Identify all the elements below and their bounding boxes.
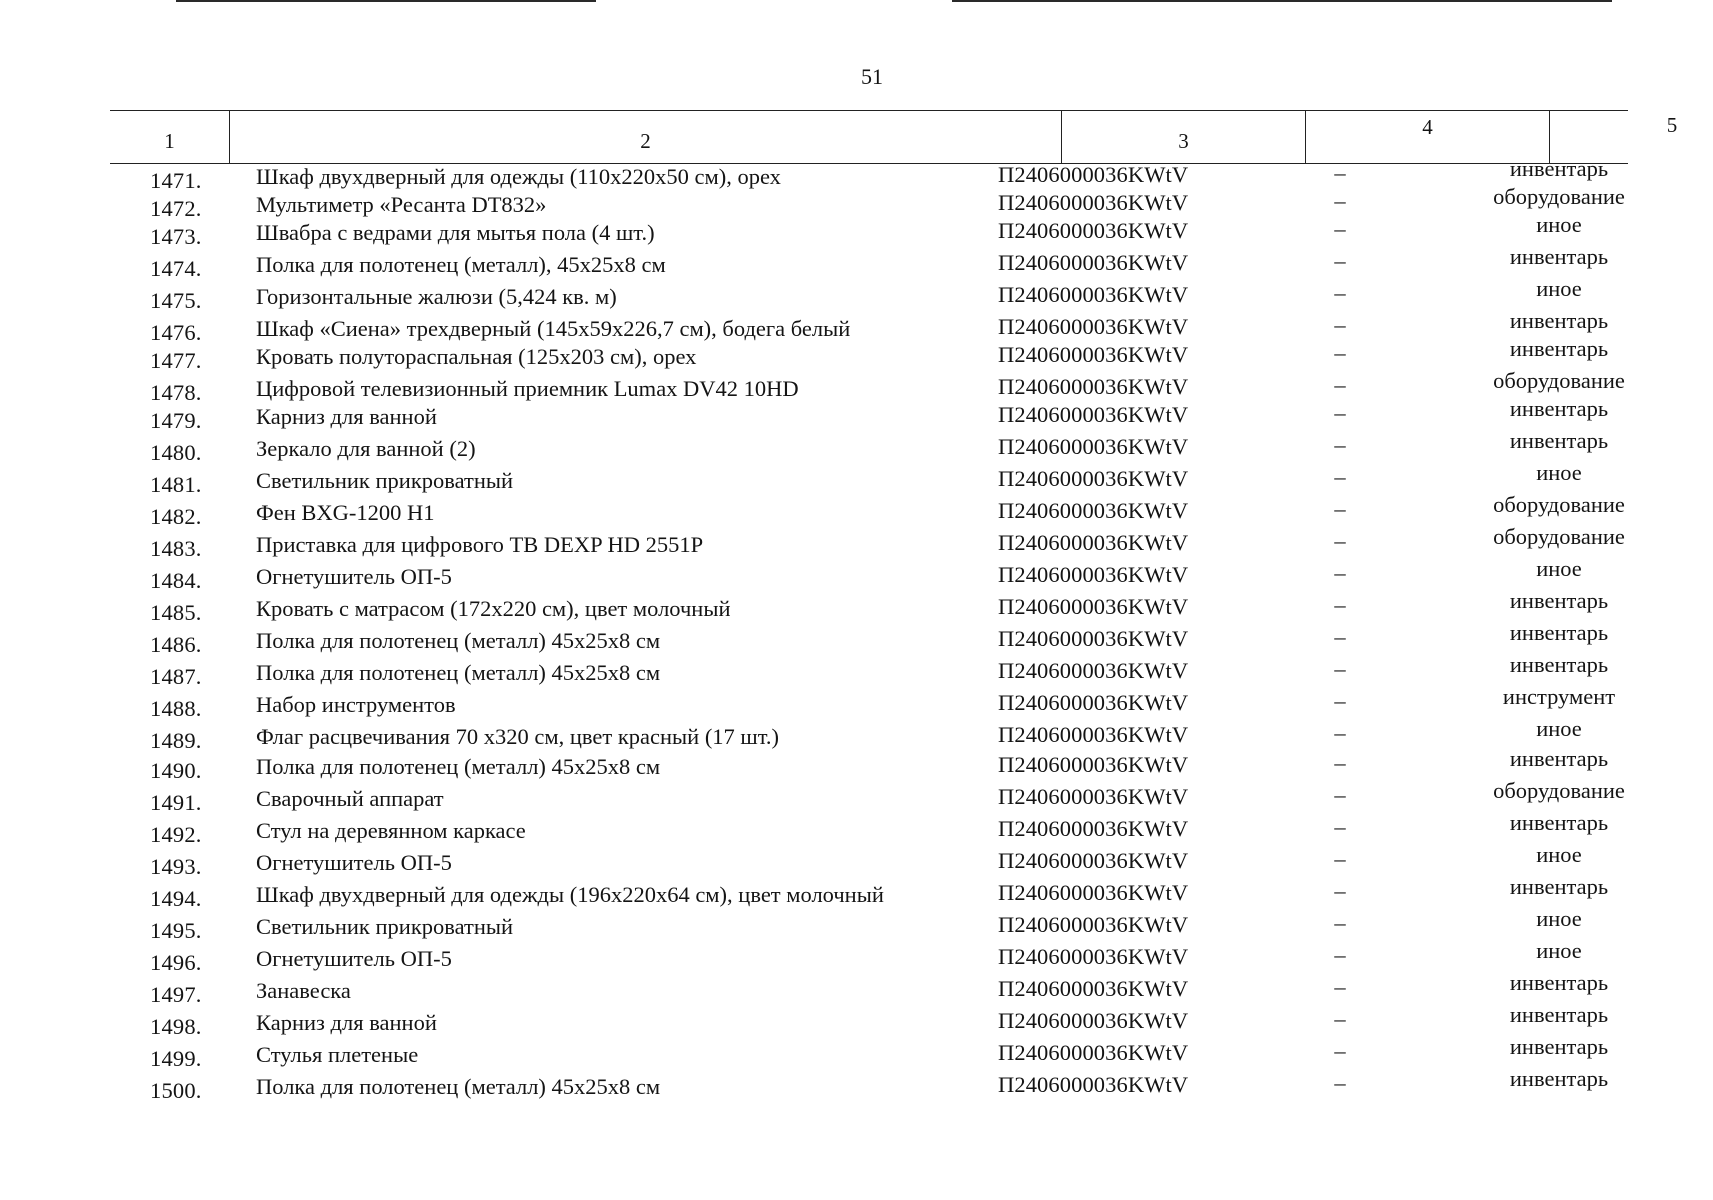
col4-value: – — [1334, 656, 1346, 681]
inventory-code: П2406000036KWtV — [998, 848, 1189, 873]
page-number: 51 — [861, 64, 883, 89]
inventory-code: П2406000036KWtV — [998, 752, 1189, 777]
row-number: 1485. — [150, 600, 202, 625]
item-category: оборудование — [1493, 524, 1625, 549]
header-col-5-label: 5 — [1666, 113, 1678, 137]
col4-value: – — [1334, 340, 1346, 365]
row-number: 1472. — [150, 196, 202, 221]
table-row — [0, 556, 1713, 593]
row-number: 1492. — [150, 822, 202, 847]
table-row — [0, 1066, 1713, 1103]
table-row — [0, 428, 1713, 465]
item-name: Сварочный аппарат — [256, 786, 444, 811]
header-col-4-label: 4 — [1422, 115, 1433, 139]
row-number: 1490. — [150, 758, 202, 783]
inventory-code: П2406000036KWtV — [998, 314, 1189, 339]
col4-value: – — [1334, 782, 1346, 807]
item-category: инвентарь — [1509, 1002, 1609, 1027]
row-number: 1473. — [150, 224, 202, 249]
col4-value: – — [1334, 560, 1346, 585]
row-number: 1477. — [150, 348, 202, 373]
inventory-code: П2406000036KWtV — [998, 1072, 1189, 1097]
inventory-code: П2406000036KWtV — [998, 944, 1189, 969]
item-name: Огнетушитель ОП-5 — [256, 850, 452, 875]
col4-value: – — [1334, 592, 1346, 617]
item-category: инвентарь — [1509, 428, 1609, 453]
row-number: 1497. — [150, 982, 202, 1007]
item-name: Швабра с ведрами для мытья пола (4 шт.) — [256, 220, 655, 245]
item-name: Светильник прикроватный — [256, 468, 514, 493]
item-name: Карниз для ванной — [256, 404, 437, 429]
row-number: 1491. — [150, 790, 202, 815]
item-name: Полка для полотенец (металл) 45х25х8 см — [256, 754, 661, 779]
col4-value: – — [1334, 312, 1346, 337]
row-number: 1481. — [150, 472, 202, 497]
table-row — [0, 524, 1713, 561]
item-category: инвентарь — [1509, 652, 1609, 677]
item-category: инвентарь — [1509, 874, 1609, 899]
item-name: Полка для полотенец (металл) 45х25х8 см — [256, 1074, 661, 1099]
item-category: инвентарь — [1509, 1066, 1609, 1091]
header-col-1-label: 1 — [164, 129, 175, 153]
table-row — [0, 588, 1713, 625]
item-name: Зеркало для ванной (2) — [256, 436, 476, 461]
table-row — [0, 778, 1713, 815]
item-category: иное — [1536, 842, 1582, 867]
col4-value: – — [1334, 280, 1346, 305]
inventory-code: П2406000036KWtV — [998, 190, 1189, 215]
col4-value: – — [1334, 750, 1346, 775]
item-name: Стул на деревянном каркасе — [256, 818, 526, 843]
table-row — [0, 460, 1713, 497]
item-name: Приставка для цифрового ТВ DEXP HD 2551P — [256, 532, 704, 557]
inventory-code: П2406000036KWtV — [998, 784, 1189, 809]
inventory-code: П2406000036KWtV — [998, 434, 1189, 459]
inventory-code: П2406000036KWtV — [998, 690, 1189, 715]
item-category: оборудование — [1493, 778, 1625, 803]
row-number: 1499. — [150, 1046, 202, 1071]
item-category: инвентарь — [1509, 588, 1609, 613]
row-number: 1495. — [150, 918, 202, 943]
item-category: иное — [1536, 460, 1582, 485]
table-row — [0, 652, 1713, 689]
header-col-2-label: 2 — [640, 129, 651, 153]
scan-edge-left — [176, 0, 596, 2]
table-row — [0, 184, 1713, 221]
row-number: 1498. — [150, 1014, 202, 1039]
item-category: инвентарь — [1509, 746, 1609, 771]
scan-edge-right — [952, 0, 1612, 2]
item-category: иное — [1536, 212, 1582, 237]
col4-value: – — [1334, 942, 1346, 967]
inventory-code: П2406000036KWtV — [998, 658, 1189, 683]
inventory-code: П2406000036KWtV — [998, 1008, 1189, 1033]
col4-value: – — [1334, 464, 1346, 489]
inventory-code: П2406000036KWtV — [998, 342, 1189, 367]
row-number: 1471. — [150, 168, 202, 193]
table-row — [0, 276, 1713, 313]
row-number: 1493. — [150, 854, 202, 879]
table-row — [0, 336, 1713, 373]
item-category: иное — [1536, 556, 1582, 581]
item-name: Огнетушитель ОП-5 — [256, 946, 452, 971]
inventory-code: П2406000036KWtV — [998, 282, 1189, 307]
row-number: 1494. — [150, 886, 202, 911]
row-number: 1496. — [150, 950, 202, 975]
item-category: иное — [1536, 716, 1582, 741]
inventory-code: П2406000036KWtV — [998, 530, 1189, 555]
item-name: Кровать с матрасом (172х220 см), цвет молочный — [256, 596, 731, 621]
col4-value: – — [1334, 160, 1346, 185]
header-col-2 — [230, 111, 1062, 163]
row-number: 1483. — [150, 536, 202, 561]
table-row — [0, 842, 1713, 879]
table-row — [0, 368, 1713, 405]
item-category: оборудование — [1493, 492, 1625, 517]
col4-value: – — [1334, 1038, 1346, 1063]
col4-value: – — [1334, 910, 1346, 935]
item-name: Карниз для ванной — [256, 1010, 437, 1035]
item-category: инвентарь — [1509, 336, 1609, 361]
row-number: 1486. — [150, 632, 202, 657]
item-name: Мультиметр «Ресанта DT832» — [256, 192, 547, 217]
table-row — [0, 810, 1713, 847]
table-header — [110, 110, 1678, 164]
row-number: 1489. — [150, 728, 202, 753]
row-number: 1475. — [150, 288, 202, 313]
inventory-code: П2406000036KWtV — [998, 912, 1189, 937]
item-name: Шкаф двухдверный для одежды (110х220х50 см), орех — [256, 164, 781, 189]
inventory-code: П2406000036KWtV — [998, 880, 1189, 905]
inventory-code: П2406000036KWtV — [998, 976, 1189, 1001]
header-col-3 — [1062, 111, 1306, 163]
item-category: инвентарь — [1509, 620, 1609, 645]
item-category: оборудование — [1493, 184, 1625, 209]
row-number: 1482. — [150, 504, 202, 529]
item-name: Стулья плетеные — [256, 1042, 419, 1067]
row-number: 1487. — [150, 664, 202, 689]
col4-value: – — [1334, 496, 1346, 521]
item-category: иное — [1536, 906, 1582, 931]
item-name: Огнетушитель ОП-5 — [256, 564, 452, 589]
row-number: 1500. — [150, 1078, 202, 1103]
item-category: иное — [1536, 276, 1582, 301]
item-category: инструмент — [1502, 684, 1616, 709]
col4-value: – — [1334, 188, 1346, 213]
item-name: Набор инструментов — [256, 692, 456, 717]
col4-value: – — [1334, 688, 1346, 713]
table-row — [0, 684, 1713, 721]
inventory-code: П2406000036KWtV — [998, 402, 1189, 427]
item-category: оборудование — [1493, 368, 1625, 393]
item-name: Полка для полотенец (металл) 45х25х8 см — [256, 660, 661, 685]
inventory-code: П2406000036KWtV — [998, 562, 1189, 587]
row-number: 1488. — [150, 696, 202, 721]
item-name: Флаг расцвечивания 70 х320 см, цвет красный (17 шт.) — [256, 724, 780, 749]
row-number: 1474. — [150, 256, 202, 281]
table-row — [0, 1002, 1713, 1039]
table-row — [0, 746, 1713, 783]
table-row — [0, 716, 1713, 753]
item-category: инвентарь — [1509, 396, 1609, 421]
inventory-code: П2406000036KWtV — [998, 374, 1189, 399]
inventory-code: П2406000036KWtV — [998, 162, 1189, 187]
col4-value: – — [1334, 216, 1346, 241]
item-category: инвентарь — [1509, 810, 1609, 835]
col4-value: – — [1334, 1070, 1346, 1095]
item-name: Светильник прикроватный — [256, 914, 514, 939]
inventory-code: П2406000036KWtV — [998, 594, 1189, 619]
col4-value: – — [1334, 248, 1346, 273]
table-row — [0, 156, 1713, 193]
row-number: 1476. — [150, 320, 202, 345]
col4-value: – — [1334, 878, 1346, 903]
row-number: 1478. — [150, 380, 202, 405]
inventory-code: П2406000036KWtV — [998, 218, 1189, 243]
table-row — [0, 212, 1713, 249]
inventory-code: П2406000036KWtV — [998, 1040, 1189, 1065]
col4-value: – — [1334, 528, 1346, 553]
col4-value: – — [1334, 400, 1346, 425]
table-row — [0, 970, 1713, 1007]
header-col-3-label: 3 — [1178, 129, 1189, 153]
item-name: Шкаф двухдверный для одежды (196х220х64 см), цвет молочный — [256, 882, 884, 907]
col4-value: – — [1334, 814, 1346, 839]
table-row — [0, 396, 1713, 433]
table-row — [0, 492, 1713, 529]
item-name: Цифровой телевизионный приемник Lumax DV42 10HD — [256, 376, 799, 401]
item-category: инвентарь — [1509, 156, 1609, 181]
col4-value: – — [1334, 432, 1346, 457]
inventory-code: П2406000036KWtV — [998, 498, 1189, 523]
item-name: Горизонтальные жалюзи (5,424 кв. м) — [256, 284, 617, 309]
col4-value: – — [1334, 1006, 1346, 1031]
table-row — [0, 906, 1713, 943]
table-row — [0, 1034, 1713, 1071]
col4-value: – — [1334, 624, 1346, 649]
col4-value: – — [1334, 974, 1346, 999]
row-number: 1479. — [150, 408, 202, 433]
item-category: иное — [1536, 938, 1582, 963]
item-category: инвентарь — [1509, 970, 1609, 995]
table-row — [0, 244, 1713, 281]
item-name: Полка для полотенец (металл) 45х25х8 см — [256, 628, 661, 653]
row-number: 1480. — [150, 440, 202, 465]
item-category: инвентарь — [1509, 1034, 1609, 1059]
inventory-code: П2406000036KWtV — [998, 816, 1189, 841]
item-name: Полка для полотенец (металл), 45х25х8 см — [256, 252, 666, 277]
inventory-code: П2406000036KWtV — [998, 250, 1189, 275]
table-row — [0, 308, 1713, 345]
item-name: Шкаф «Сиена» трехдверный (145х59х226,7 см), бодега белый — [256, 316, 851, 341]
table-row — [0, 874, 1713, 911]
inventory-code: П2406000036KWtV — [998, 626, 1189, 651]
item-category: инвентарь — [1509, 308, 1609, 333]
table-row — [0, 620, 1713, 657]
col4-value: – — [1334, 720, 1346, 745]
item-category: инвентарь — [1509, 244, 1609, 269]
item-name: Занавеска — [256, 978, 351, 1003]
inventory-code: П2406000036KWtV — [998, 722, 1189, 747]
row-number: 1484. — [150, 568, 202, 593]
inventory-code: П2406000036KWtV — [998, 466, 1189, 491]
col4-value: – — [1334, 846, 1346, 871]
header-col-1 — [110, 111, 230, 163]
table-row — [0, 938, 1713, 975]
col4-value: – — [1334, 372, 1346, 397]
item-name: Кровать полутораспальная (125х203 см), орех — [256, 344, 697, 369]
item-name: Фен BXG-1200 H1 — [256, 500, 435, 525]
